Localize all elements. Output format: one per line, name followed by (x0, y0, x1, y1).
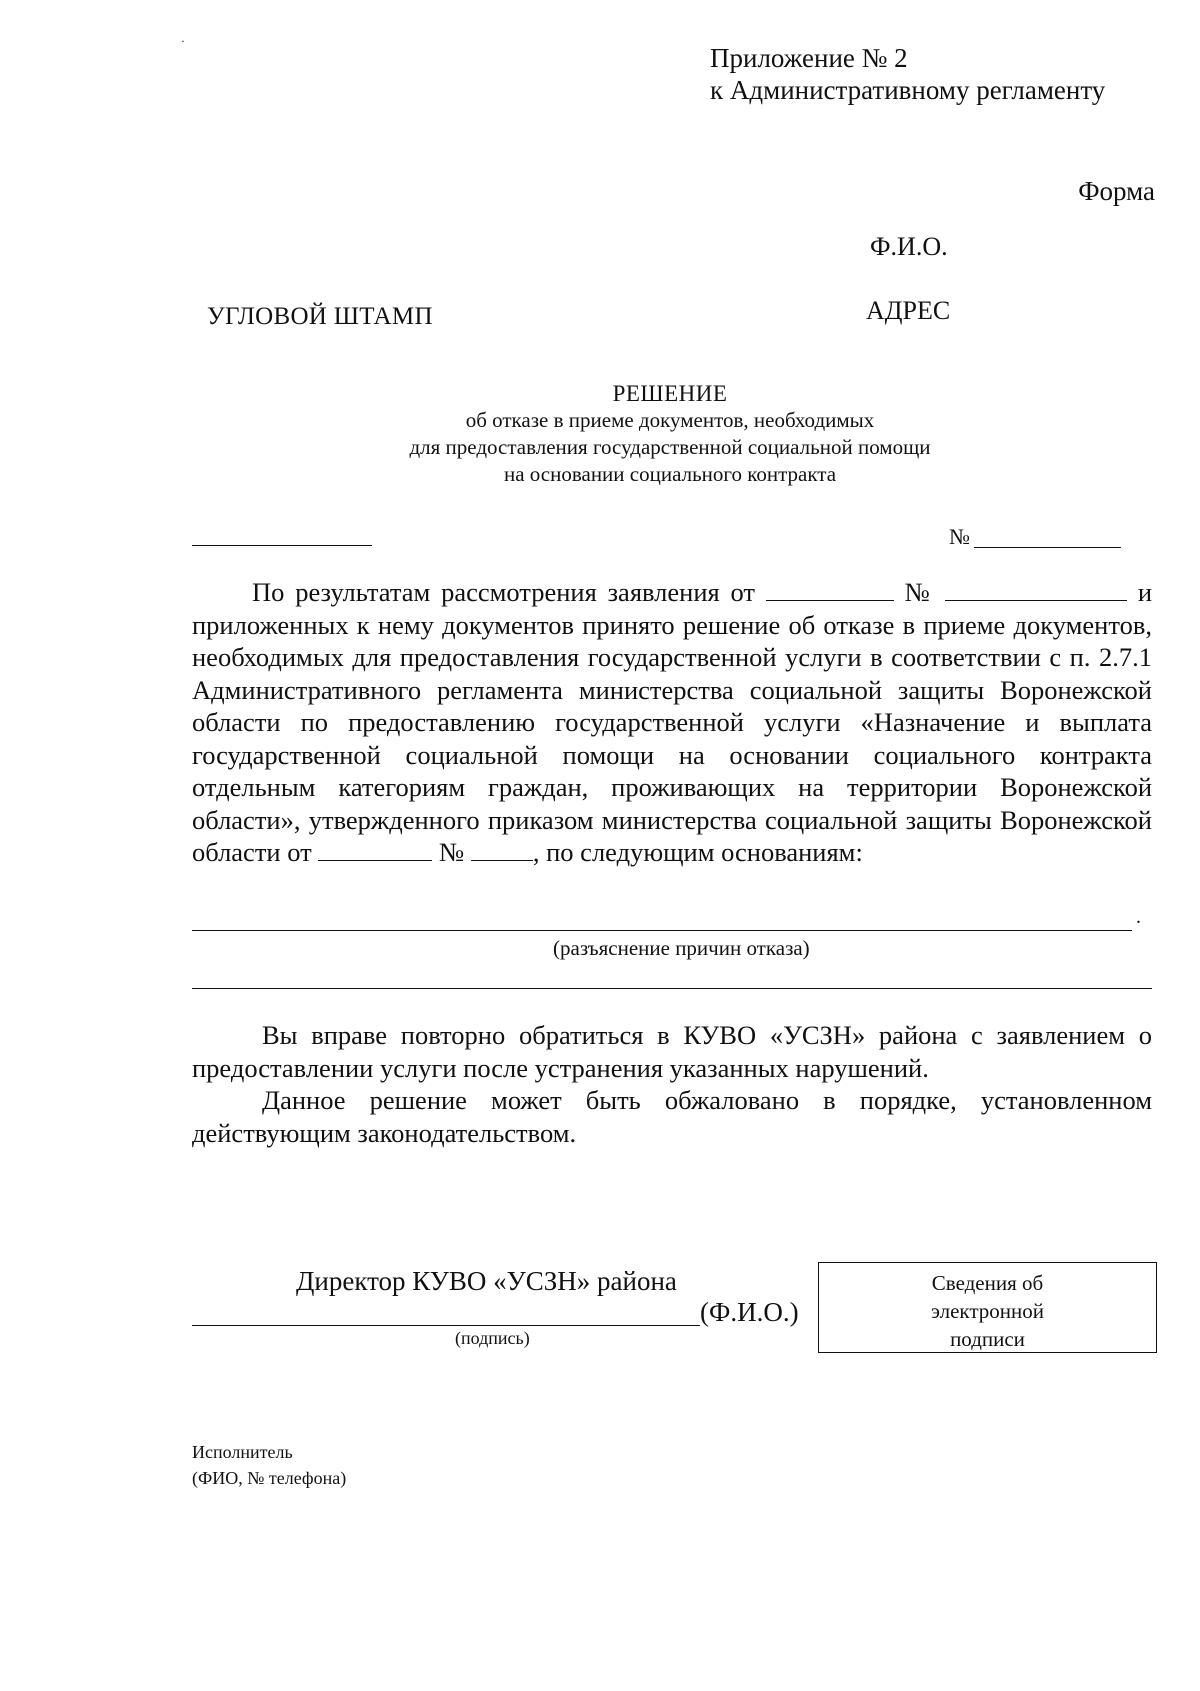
scan-dot-mark: · (181, 34, 185, 48)
recipient-address-label: АДРЕС (866, 296, 951, 325)
executor-block (192, 1439, 346, 1491)
reapply-paragraph: Вы вправе повторно обратиться в КУВО «УСЗН» района с заявлением о предоставлении услуги после устранения указанных нарушений. (192, 1020, 1152, 1083)
document-title (0, 380, 1200, 488)
esign-line-1: Сведения об (931, 1271, 1044, 1295)
title-main: РЕШЕНИЕ (612, 381, 728, 406)
recipient-fio-label: Ф.И.О. (870, 232, 948, 261)
decision-body (192, 576, 1152, 869)
order-number-blank (471, 838, 533, 861)
corner-stamp-label: УГЛОВОЙ ШТАМП (207, 303, 433, 330)
appendix-line-1: Приложение № 2 (710, 43, 908, 73)
director-title: Директор КУВО «УСЗН» района (296, 1266, 677, 1296)
decision-number-blank-line (974, 547, 1121, 548)
order-date-blank (318, 838, 432, 861)
title-line-1: об отказе в приеме документов, необходимых (465, 408, 875, 432)
date-blank-line (192, 545, 372, 546)
appendix-line-2: к Административному регламенту (710, 75, 1106, 105)
body-no-label-1: № (904, 577, 935, 607)
signature-caption: (подпись) (455, 1328, 530, 1348)
executor-contact-label: (ФИО, № телефона) (192, 1468, 347, 1488)
body-text-part-b: и приложенных к нему документов принято решение об отказе в приеме документов, необходимых для предоставления государственной услуги в соответствии с п. 2.7.1 Административного регламента министерства социальной защиты Воронежской области по предоставлению государственной услуги «Назначение и выплата государственной социальной помощи на основании социального контракта отдельным категориям граждан, проживающих на территории Воронежской области», утвержденного приказом министерства социальной защиты Воронежской области от (192, 577, 1152, 867)
body-text-part-c: , по следующим основаниям: (532, 837, 863, 867)
reason-end-dot: . (1136, 906, 1141, 928)
title-line-2: для предоставления государственной социальной помощи (409, 435, 931, 459)
form-label: Форма (1078, 176, 1155, 206)
reason-blank-line-1 (192, 930, 1132, 931)
body-no-label-2: № (438, 837, 465, 867)
electronic-signature-box (818, 1262, 1157, 1353)
appendix-header (710, 42, 1105, 106)
executor-label: Исполнитель (192, 1442, 293, 1462)
rights-text (192, 1019, 1152, 1149)
application-number-blank (945, 578, 1127, 601)
director-fio-label: (Ф.И.О.) (700, 1297, 799, 1327)
body-text-part-a: По результатам рассмотрения заявления от (252, 577, 756, 607)
application-date-blank (766, 578, 894, 601)
decision-paragraph (192, 576, 1152, 869)
signature-blank-line (192, 1325, 700, 1326)
reason-blank-line-2 (192, 988, 1152, 989)
esign-line-2: электронной (930, 1299, 1044, 1323)
decision-number-label: № (949, 524, 970, 549)
title-line-3: на основании социального контракта (503, 462, 837, 486)
appeal-paragraph: Данное решение может быть обжаловано в порядке, установленном действующим законодательством. (192, 1085, 1152, 1148)
reason-explanation-label: (разъяснение причин отказа) (553, 936, 810, 960)
esign-line-3: подписи (950, 1327, 1025, 1351)
